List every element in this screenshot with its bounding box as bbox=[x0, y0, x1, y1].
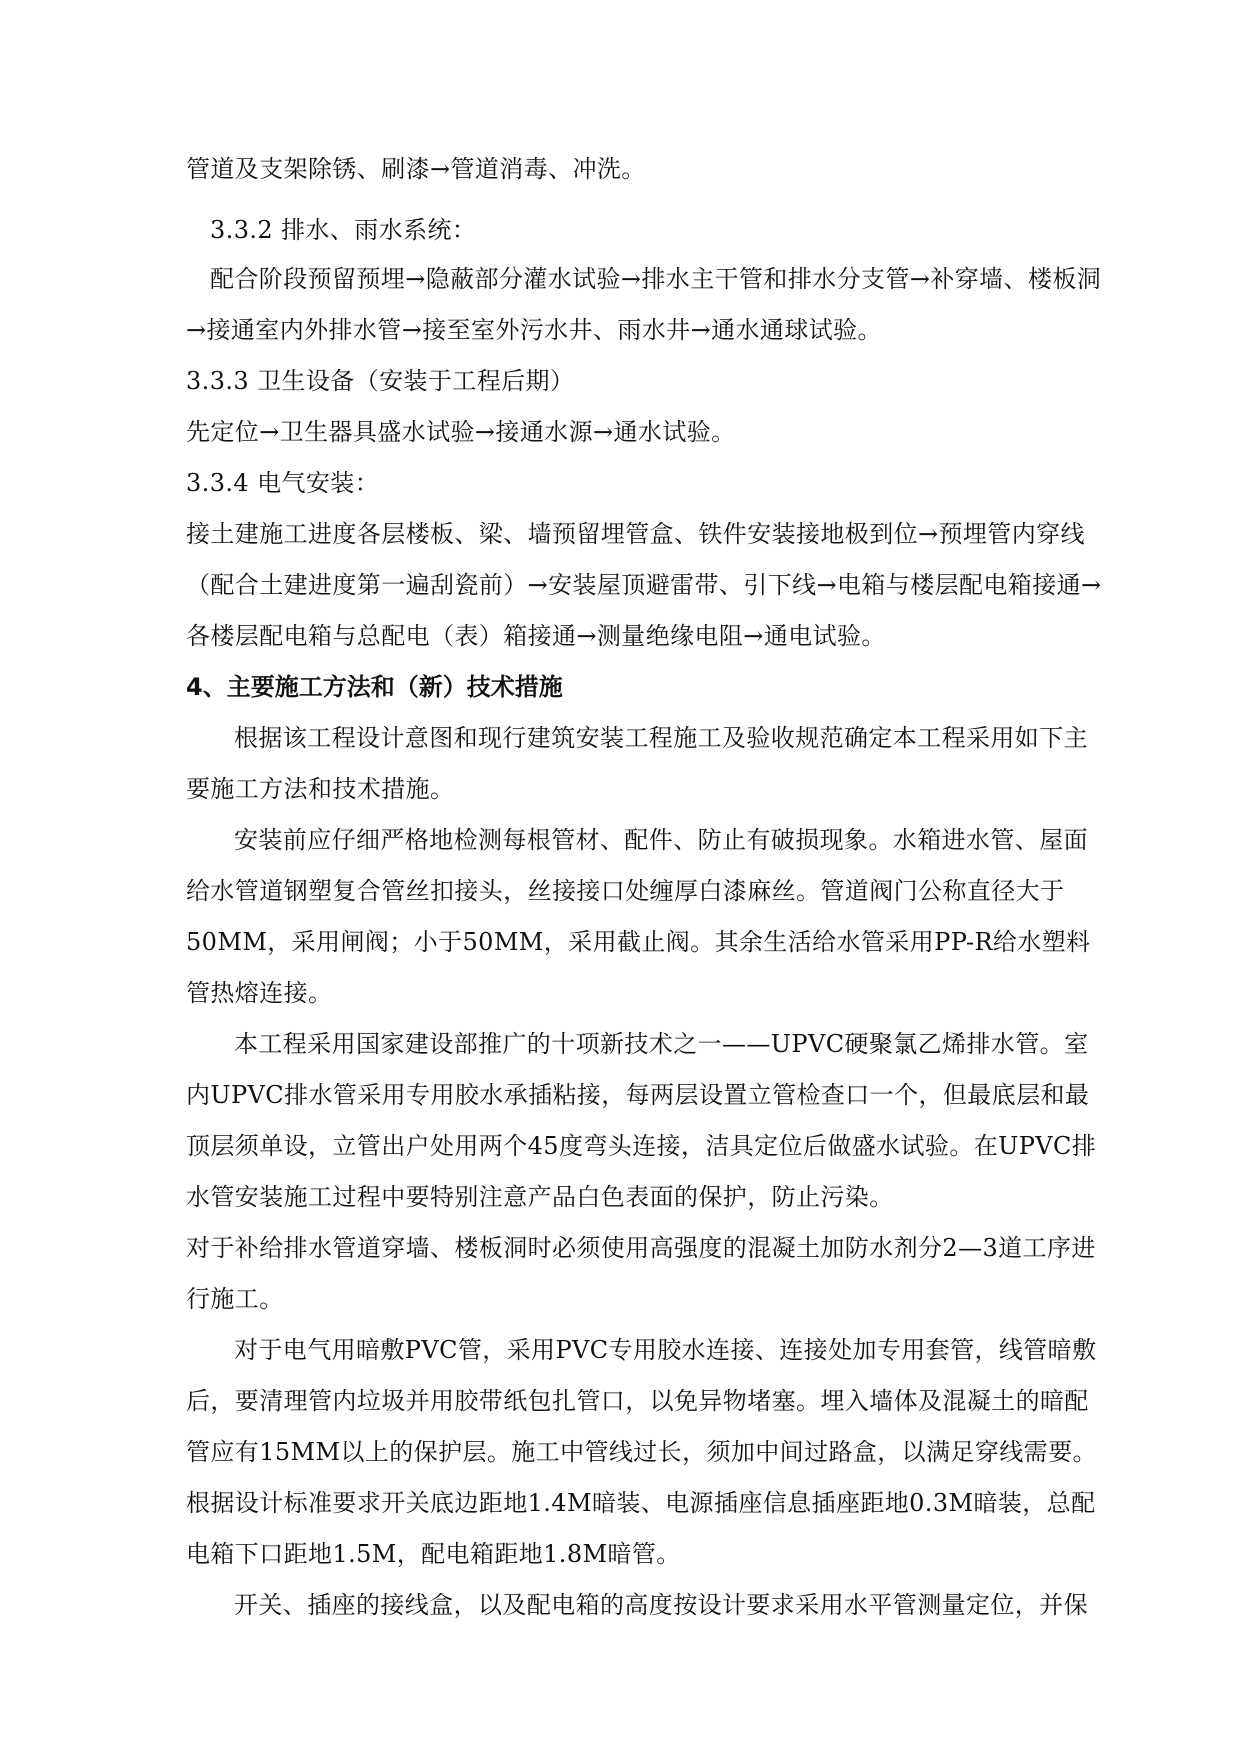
paragraph-mount-heights: 根据设计标准要求开关底边距地1.4M暗装、电源插座信息插座距地0.3M暗装，总配电箱下口距地1.5M，配电箱距地1.8M暗管。 bbox=[186, 1489, 1096, 1568]
paragraph-upvc: 本工程采用国家建设部推广的十项新技术之一——UPVC硬聚氯乙烯排水管。室内UPVC排水管采用专用胶水承插粘接，每两层设置立管检查口一个，但最底层和最顶层须单设，立管出户处用两个45度弯头连接，洁具定位后做盛水试验。在UPVC排水管安装施工过程中要特别注意产品白色表面的保护，防止污染。 bbox=[186, 1030, 1097, 1211]
paragraph-pipe-install: 安装前应仔细严格地检测每根管材、配件、防止有破损现象。水箱进水管、屋面给水管道钢塑复合管丝扣接头，丝接接口处缠厚白漆麻丝。管道阀门公称直径大于50MM，采用闸阀；小于50MM，采用截止阀。其余生活给水管采用PP-R给水塑料管热熔连接。 bbox=[186, 826, 1091, 1007]
paragraph-pvc-conduit: 对于电气用暗敷PVC管，采用PVC专用胶水连接、连接处加专用套管，线管暗敷后，要清理管内垃圾并用胶带纸包扎管口，以免异物堵塞。埋入墙体及混凝土的暗配管应有15MM以上的保护层。施工中管线过长，须加中间过路盒，以满足穿线需要。 bbox=[186, 1336, 1097, 1466]
paragraph-sanitary: 先定位→卫生器具盛水试验→接通水源→通水试验。 bbox=[186, 418, 736, 446]
paragraph-switch-boxes: 开关、插座的接线盒，以及配电箱的高度按设计要求采用水平管测量定位，并保 bbox=[234, 1591, 1088, 1619]
paragraph-drainage: 配合阶段预留预埋→隐蔽部分灌水试验→排水主干管和排水分支管→补穿墙、楼板洞→接通室内外排水管→接至室外污水井、雨水井→通水通球试验。 bbox=[186, 265, 1102, 344]
text-line: 管道及支架除锈、刷漆→管道消毒、冲洗。 bbox=[186, 155, 646, 183]
section-heading-3-3-4: 3.3.4 电气安装： bbox=[186, 469, 380, 497]
paragraph-intro: 根据该工程设计意图和现行建筑安装工程施工及验收规范确定本工程采用如下主要施工方法和技术措施。 bbox=[186, 724, 1088, 803]
section-heading-4: 4、主要施工方法和（新）技术措施 bbox=[186, 673, 563, 701]
section-heading-3-3-2: 3.3.2 排水、雨水系统： bbox=[210, 216, 477, 244]
paragraph-wall-penetration: 对于补给排水管道穿墙、楼板洞时必须使用高强度的混凝土加防水剂分2—3道工序进行施工。 bbox=[186, 1234, 1096, 1313]
section-heading-3-3-3: 3.3.3 卫生设备（安装于工程后期） bbox=[186, 367, 575, 395]
document-page bbox=[186, 155, 1104, 1631]
paragraph-electrical: 接土建施工进度各层楼板、梁、墙预留埋管盒、铁件安装接地极到位→预埋管内穿线（配合土建进度第一遍刮瓷前）→安装屋顶避雷带、引下线→电箱与楼层配电箱接通→各楼层配电箱与总配电（表）箱接通→测量绝缘电阻→通电试验。 bbox=[186, 520, 1102, 650]
